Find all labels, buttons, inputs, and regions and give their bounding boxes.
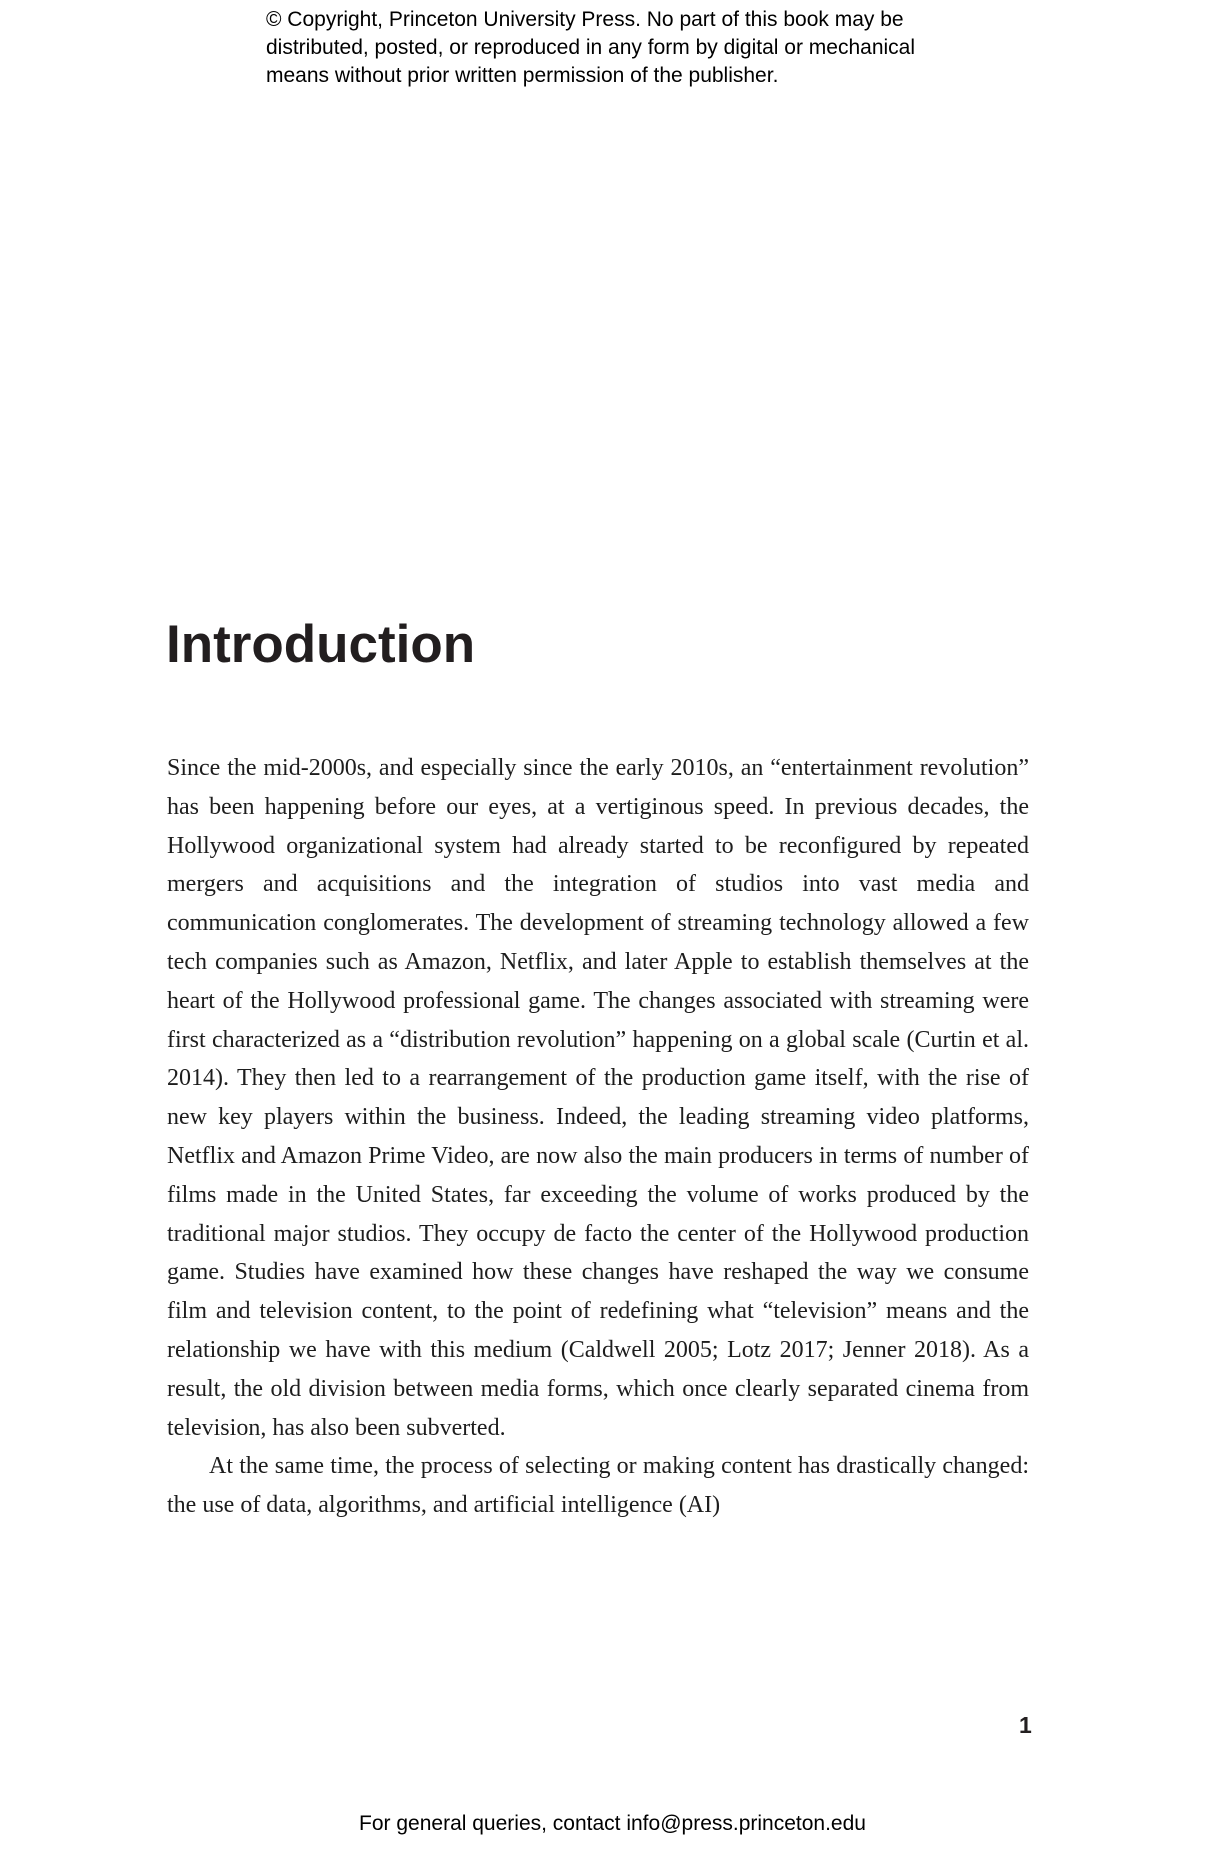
chapter-body [167, 749, 1029, 1525]
paragraph: At the same time, the process of selecting or making content has drastically changed: the use of data, algorithms, and artificial intelligence (AI) [167, 1453, 1029, 1519]
page-footer: For general queries, contact info@press.princeton.edu [359, 1812, 866, 1835]
chapter-title: Introduction [166, 614, 476, 674]
copyright-line: means without prior written permission of the publisher. [266, 64, 779, 87]
copyright-line: © Copyright, Princeton University Press. No part of this book may be [266, 8, 904, 31]
paragraph: Since the mid-2000s, and especially since the early 2010s, an “entertainment revolution” has been happening before our eyes, at a vertiginous speed. In previous decades, the Hollywood organizational system had already started to be reconfigured by repeated mergers and acquisitions and the integration of studios into vast media and communication conglomerates. The development of streaming technology allowed a few tech companies such as Amazon, Netflix, and later Apple to establish themselves at the heart of the Hollywood professional game. The changes associated with streaming were first characterized as a “distribution revolution” happening on a global scale (Curtin et al. 2014). They then led to a rearrangement of the production game itself, with the rise of new key players within the business. Indeed, the leading streaming video platforms, Netflix and Amazon Prime Video, are now also the main producers in terms of number of films made in the United States, far exceeding the volume of works produced by the traditional major studios. They occupy de facto the center of the Hollywood production game. Studies have examined how these changes have reshaped the way we consume film and television content, to the point of redefining what “television” means and the relationship we have with this medium (Caldwell 2005; Lotz 2017; Jenner 2018). As a result, the old division between media forms, which once clearly separated cinema from television, has also been subverted. [167, 755, 1029, 1441]
copyright-line: distributed, posted, or reproduced in any form by digital or mechanical [266, 36, 916, 59]
page-number: 1 [1019, 1712, 1032, 1738]
copyright-notice [266, 6, 915, 90]
